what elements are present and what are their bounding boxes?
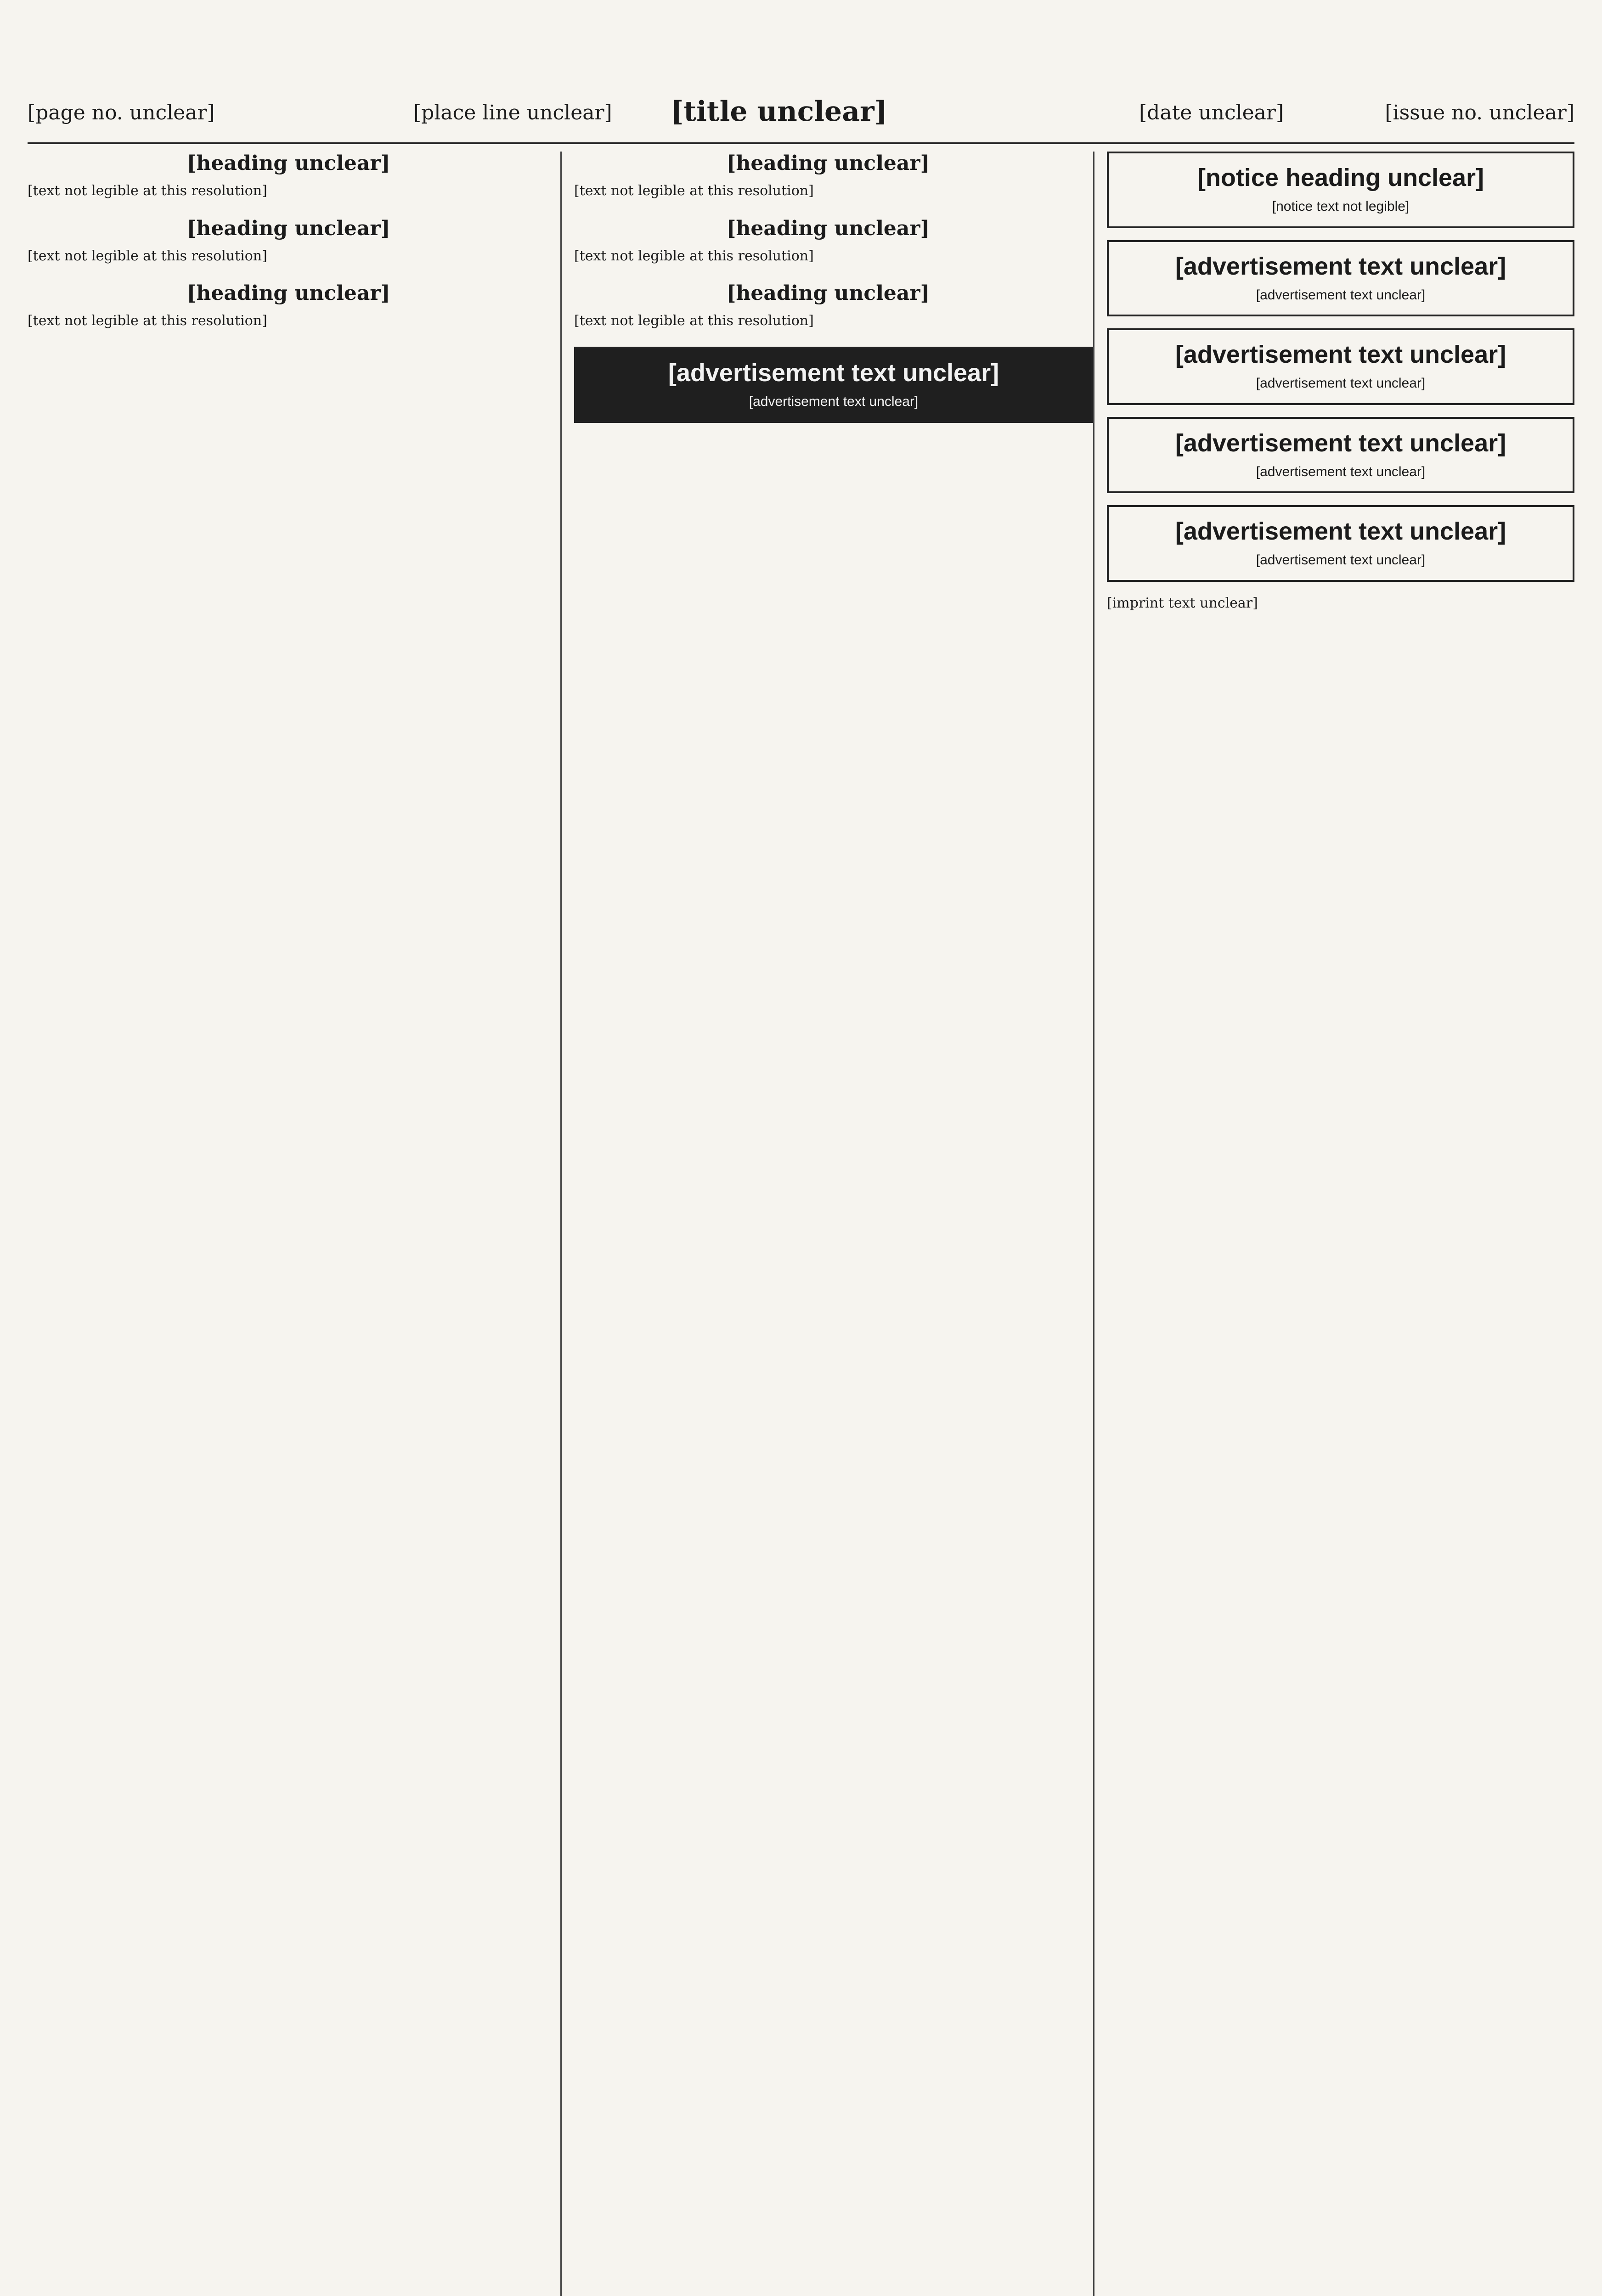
article-text: [text not legible at this resolution]	[574, 183, 814, 199]
issue-date: [date unclear]	[1139, 101, 1284, 124]
article-text: [text not legible at this resolution]	[28, 183, 267, 199]
article	[28, 217, 549, 266]
advertisement-heading: [advertisement text unclear]	[1175, 429, 1506, 457]
article-text: [text not legible at this resolution]	[28, 248, 267, 264]
advertisement-heading: [advertisement text unclear]	[1175, 518, 1506, 545]
newspaper-title: [title unclear]	[671, 96, 888, 128]
article-heading: [heading unclear]	[186, 281, 390, 305]
column-middle	[574, 152, 1094, 2296]
article-heading: [heading unclear]	[726, 281, 930, 305]
death-notice	[1107, 152, 1574, 228]
column-left	[28, 152, 562, 2296]
advertisement-text: [advertisement text unclear]	[749, 394, 919, 409]
advertisement	[1107, 417, 1574, 494]
issue-number: [issue no. unclear]	[1385, 101, 1574, 124]
advertisement-text: [advertisement text unclear]	[1256, 287, 1426, 303]
advertisement-heading: [advertisement text unclear]	[668, 359, 999, 387]
article-text: [text not legible at this resolution]	[28, 313, 267, 329]
imprint	[1107, 594, 1574, 613]
article-text: [text not legible at this resolution]	[574, 313, 814, 329]
article	[574, 281, 1082, 331]
notice-text: [notice text not legible]	[1272, 199, 1410, 214]
advertisement-text: [advertisement text unclear]	[1256, 552, 1426, 568]
place-line: [place line unclear]	[413, 101, 612, 124]
article-text: [text not legible at this resolution]	[574, 248, 814, 264]
column-right	[1107, 152, 1574, 2296]
advertisement-text: [advertisement text unclear]	[1256, 464, 1426, 479]
advertisement-heading: [advertisement text unclear]	[1175, 252, 1506, 280]
article	[28, 281, 549, 331]
article-heading: [heading unclear]	[726, 152, 930, 175]
advertisement	[574, 347, 1093, 423]
advertisement-heading: [advertisement text unclear]	[1175, 341, 1506, 368]
notice-heading: [notice heading unclear]	[1197, 164, 1484, 191]
advertisement-text: [advertisement text unclear]	[1256, 376, 1426, 391]
article-heading: [heading unclear]	[726, 216, 930, 240]
advertisement	[1107, 505, 1574, 582]
advertisement	[1107, 328, 1574, 405]
advertisement	[1107, 240, 1574, 317]
article-heading: [heading unclear]	[186, 152, 390, 175]
article	[574, 217, 1082, 266]
imprint-text: [imprint text unclear]	[1107, 595, 1258, 611]
masthead	[28, 87, 1574, 144]
page-number: [page no. unclear]	[28, 101, 215, 124]
article	[28, 152, 549, 201]
article	[574, 152, 1082, 201]
article-heading: [heading unclear]	[186, 216, 390, 240]
